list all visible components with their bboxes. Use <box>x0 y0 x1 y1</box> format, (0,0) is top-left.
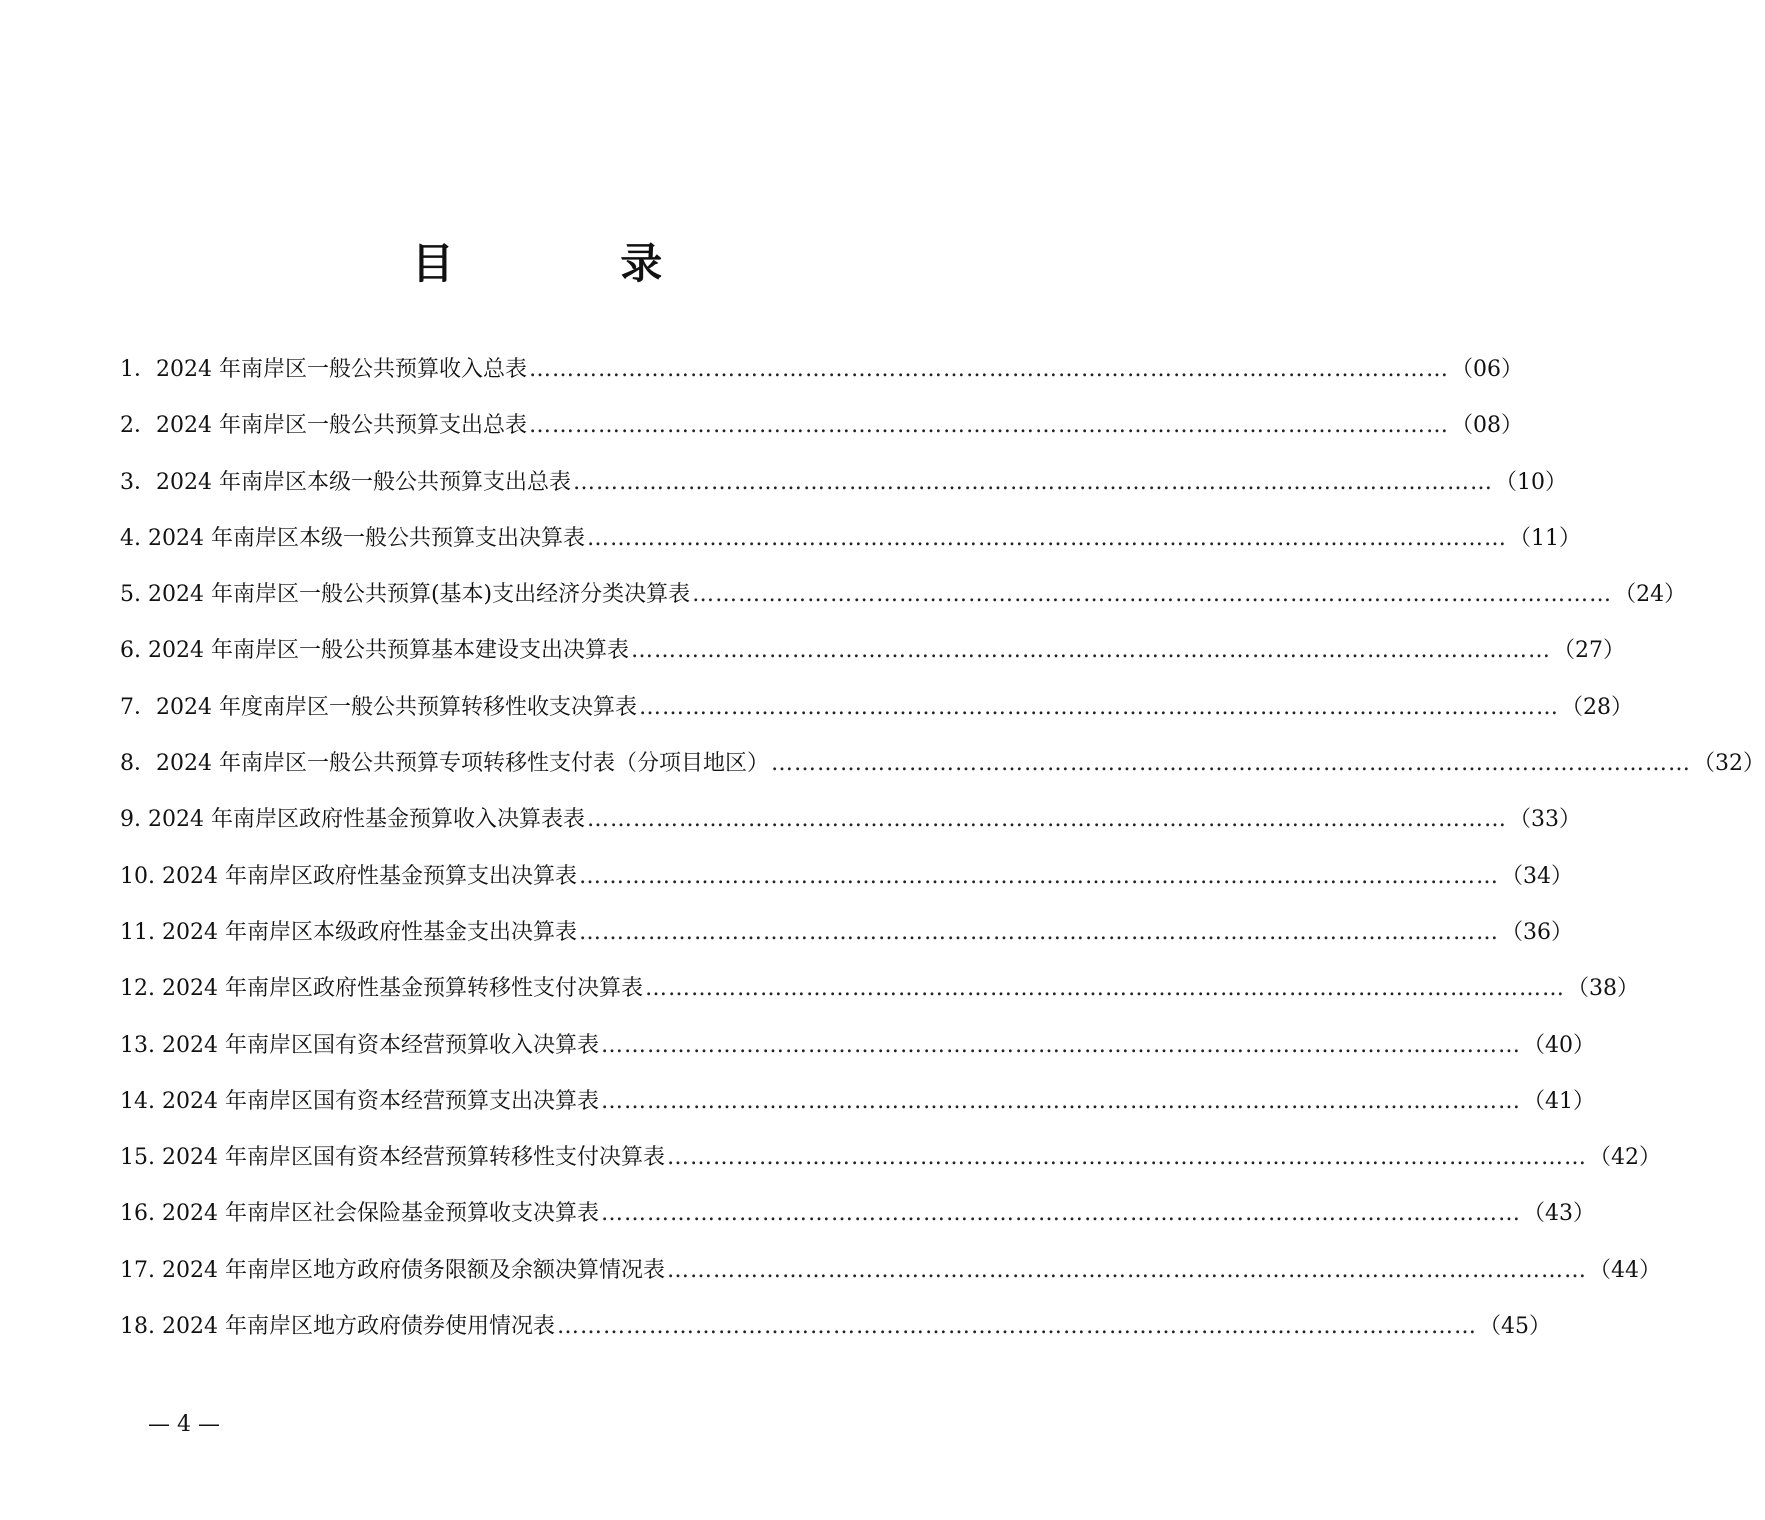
table-of-contents <box>120 342 1765 1355</box>
toc-entry-title: 17. 2024 年南岸区地方政府债务限额及余额决算情况表 <box>120 1257 665 1283</box>
toc-entry-title: 16. 2024 年南岸区社会保险基金预算收支决算表 <box>120 1201 599 1227</box>
toc-entry-page: （44） <box>1588 1257 1661 1283</box>
dot-leader: ………………………………………………………………………………………………………… <box>586 525 1507 551</box>
toc-entry-page: （28） <box>1560 694 1633 720</box>
toc-entry-page: （34） <box>1500 863 1573 889</box>
dot-leader: ………………………………………………………………………………………………………… <box>692 582 1613 608</box>
toc-entry-title: 18. 2024 年南岸区地方政府债券使用情况表 <box>120 1314 555 1340</box>
toc-entry-page: （10） <box>1494 469 1567 495</box>
toc-entry-page: （24） <box>1614 582 1687 608</box>
dot-leader: ………………………………………………………………………………………………………… <box>556 1314 1477 1340</box>
toc-entry[interactable] <box>120 1299 1551 1355</box>
toc-entry-page: （43） <box>1522 1201 1595 1227</box>
toc-entry[interactable] <box>120 511 1581 567</box>
dot-leader: ………………………………………………………………………………………………………… <box>666 1257 1587 1283</box>
toc-entry[interactable] <box>120 792 1581 848</box>
dot-leader: ………………………………………………………………………………………………………… <box>600 1201 1521 1227</box>
toc-entry-title: 9. 2024 年南岸区政府性基金预算收入决算表表 <box>120 807 585 833</box>
toc-entry-page: （27） <box>1552 638 1625 664</box>
page-title: 目 录 <box>411 239 739 288</box>
toc-entry[interactable] <box>120 680 1633 736</box>
dot-leader: ………………………………………………………………………………………………………… <box>528 413 1449 439</box>
dot-leader: ………………………………………………………………………………………………………… <box>644 976 1565 1002</box>
toc-entry-title: 13. 2024 年南岸区国有资本经营预算收入决算表 <box>120 1032 599 1058</box>
dot-leader: ………………………………………………………………………………………………………… <box>528 357 1449 382</box>
dot-leader: ………………………………………………………………………………………………………… <box>586 807 1507 833</box>
dot-leader: ………………………………………………………………………………………………………… <box>770 751 1691 777</box>
toc-entry[interactable] <box>120 1074 1595 1130</box>
toc-entry[interactable] <box>120 1018 1595 1074</box>
toc-entry[interactable] <box>120 1186 1595 1242</box>
toc-entry-title: 15. 2024 年南岸区国有资本经营预算转移性支付决算表 <box>120 1145 665 1171</box>
page-number: — 4 — <box>148 1412 220 1437</box>
toc-entry-page: （08） <box>1450 413 1523 439</box>
toc-entry[interactable] <box>120 567 1687 623</box>
dot-leader: ………………………………………………………………………………………………………… <box>638 694 1559 720</box>
toc-entry[interactable] <box>120 398 1523 454</box>
toc-entry-page: （33） <box>1508 807 1581 833</box>
dot-leader: ………………………………………………………………………………………………………… <box>600 1088 1521 1114</box>
dot-leader: ………………………………………………………………………………………………………… <box>578 863 1499 889</box>
toc-entry-page: （41） <box>1522 1088 1595 1114</box>
toc-entry[interactable] <box>120 736 1765 792</box>
toc-entry-title: 10. 2024 年南岸区政府性基金预算支出决算表 <box>120 863 577 889</box>
toc-entry-title: 6. 2024 年南岸区一般公共预算基本建设支出决算表 <box>120 638 629 664</box>
toc-entry[interactable] <box>120 1130 1661 1186</box>
toc-entry-title: 12. 2024 年南岸区政府性基金预算转移性支付决算表 <box>120 976 643 1002</box>
toc-entry-title: 7．2024 年度南岸区一般公共预算转移性收支决算表 <box>120 694 637 720</box>
dot-leader: ………………………………………………………………………………………………………… <box>630 638 1551 664</box>
toc-entry[interactable] <box>120 342 1523 398</box>
toc-entry-title: 4. 2024 年南岸区本级一般公共预算支出决算表 <box>120 525 585 551</box>
toc-entry-page: （38） <box>1566 976 1639 1002</box>
toc-entry-page: （06） <box>1450 357 1523 382</box>
toc-entry-page: （11） <box>1508 525 1581 551</box>
dot-leader: ………………………………………………………………………………………………………… <box>600 1032 1521 1058</box>
toc-entry-title: 8．2024 年南岸区一般公共预算专项转移性支付表（分项目地区） <box>120 751 769 777</box>
toc-entry[interactable] <box>120 905 1573 961</box>
toc-entry[interactable] <box>120 1243 1661 1299</box>
toc-entry[interactable] <box>120 849 1573 905</box>
toc-entry-page: （45） <box>1478 1314 1551 1340</box>
toc-entry[interactable] <box>120 455 1567 511</box>
toc-entry-page: （40） <box>1522 1032 1595 1058</box>
toc-entry-page: （42） <box>1588 1145 1661 1171</box>
toc-entry[interactable] <box>120 961 1639 1017</box>
toc-entry-page: （36） <box>1500 919 1573 945</box>
dot-leader: ………………………………………………………………………………………………………… <box>578 919 1499 945</box>
toc-entry-title: 1．2024 年南岸区一般公共预算收入总表 <box>120 357 527 382</box>
toc-entry-title: 14. 2024 年南岸区国有资本经营预算支出决算表 <box>120 1088 599 1114</box>
toc-entry-page: （32） <box>1692 751 1765 777</box>
toc-entry-title: 11. 2024 年南岸区本级政府性基金支出决算表 <box>120 919 577 945</box>
toc-entry-title: 2．2024 年南岸区一般公共预算支出总表 <box>120 413 527 439</box>
toc-entry-title: 5. 2024 年南岸区一般公共预算(基本)支出经济分类决算表 <box>120 582 691 608</box>
toc-entry-title: 3．2024 年南岸区本级一般公共预算支出总表 <box>120 469 571 495</box>
dot-leader: ………………………………………………………………………………………………………… <box>572 469 1493 495</box>
dot-leader: ………………………………………………………………………………………………………… <box>666 1145 1587 1171</box>
toc-entry[interactable] <box>120 623 1625 679</box>
